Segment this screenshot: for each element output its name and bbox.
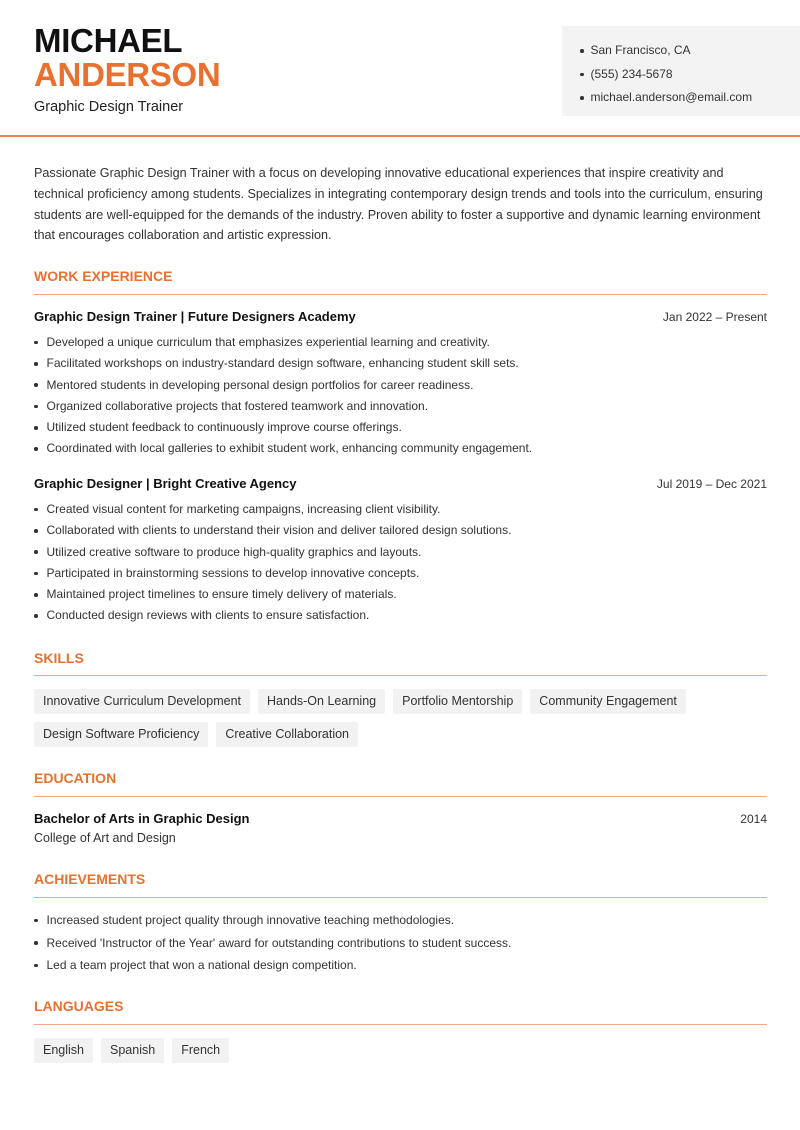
contact-location <box>580 39 800 63</box>
bullet-text: Created visual content for marketing campaigns, increasing client visibility. <box>46 502 441 516</box>
bullet-icon <box>34 426 38 430</box>
bullet-icon <box>34 941 38 945</box>
section-title-work: WORK EXPERIENCE <box>34 268 173 284</box>
skill-chip: Portfolio Mentorship <box>393 689 522 714</box>
last-name: ANDERSON <box>34 56 221 93</box>
bullet-text: Led a team project that won a national design competition. <box>46 958 357 972</box>
language-chip: French <box>172 1038 229 1063</box>
email-text: michael.anderson@email.com <box>590 90 753 104</box>
list-item <box>34 353 767 374</box>
contact-phone <box>580 63 800 87</box>
bullet-text: Organized collaborative projects that fostered teamwork and innovation. <box>46 398 429 413</box>
bullet-icon <box>34 341 38 345</box>
job-bullets <box>34 499 767 627</box>
phone-text: (555) 234-5678 <box>590 66 673 81</box>
achievements-list <box>34 909 767 977</box>
graduation-year: 2014 <box>740 812 767 826</box>
section-title-languages: LANGUAGES <box>34 998 124 1014</box>
section-title-achievements: ACHIEVEMENTS <box>34 871 146 887</box>
list-item <box>34 375 767 396</box>
list-item <box>34 584 767 605</box>
location-text: San Francisco, CA <box>590 43 691 57</box>
bullet-icon <box>34 383 38 387</box>
bullet-icon <box>580 49 584 53</box>
job-role: Graphic Design Trainer | Future Designers Academy <box>34 309 356 324</box>
list-item <box>34 438 767 459</box>
bullet-icon <box>34 919 38 923</box>
job-entry-header <box>34 309 767 324</box>
list-item <box>34 563 767 584</box>
bullet-text: Mentored students in developing personal design portfolios for career readiness. <box>46 377 474 392</box>
first-name: MICHAEL <box>34 22 183 59</box>
section-divider <box>34 294 767 295</box>
skills-list <box>34 689 767 747</box>
degree: Bachelor of Arts in Graphic Design <box>34 811 250 826</box>
bullet-text: Conducted design reviews with clients to ensure satisfaction. <box>46 608 370 623</box>
bullet-text: Utilized creative software to produce high-quality graphics and layouts. <box>46 544 422 559</box>
list-item <box>34 605 767 626</box>
job-role: Graphic Designer | Bright Creative Agency <box>34 476 297 491</box>
bullet-text: Facilitated workshops on industry-standard design software, enhancing student skill sets. <box>46 356 519 371</box>
bullet-icon <box>34 447 38 451</box>
languages-list <box>34 1038 767 1063</box>
bullet-icon <box>34 572 38 576</box>
bullet-icon <box>34 508 38 512</box>
bullet-icon <box>34 362 38 366</box>
skill-chip: Creative Collaboration <box>216 722 358 747</box>
bullet-icon <box>580 73 584 77</box>
job-title: Graphic Design Trainer <box>34 99 184 115</box>
list-item <box>34 909 767 932</box>
bullet-icon <box>34 405 38 409</box>
bullet-icon <box>580 96 584 100</box>
list-item <box>34 499 767 520</box>
bullet-icon <box>34 529 38 533</box>
section-title-skills: SKILLS <box>34 650 84 666</box>
bullet-icon <box>34 964 38 968</box>
section-divider <box>34 1024 767 1025</box>
resume-header <box>0 0 800 137</box>
bullet-text: Collaborated with clients to understand their vision and deliver tailored design solutions. <box>46 523 512 538</box>
section-divider <box>34 897 767 898</box>
section-title-education: EDUCATION <box>34 770 117 786</box>
list-item <box>34 954 767 977</box>
job-date: Jan 2022 – Present <box>662 310 767 324</box>
skill-chip: Innovative Curriculum Development <box>34 689 250 714</box>
bullet-icon <box>34 550 38 554</box>
bullet-text: Participated in brainstorming sessions to develop innovative concepts. <box>46 565 420 580</box>
bullet-text: Developed a unique curriculum that emphasizes experiential learning and creativity. <box>46 335 490 349</box>
list-item <box>34 542 767 563</box>
list-item <box>34 932 767 955</box>
list-item <box>34 332 767 353</box>
skill-chip: Design Software Proficiency <box>34 722 208 747</box>
section-divider <box>34 796 767 797</box>
education-entry <box>34 811 767 826</box>
job-date: Jul 2019 – Dec 2021 <box>656 477 767 491</box>
bullet-text: Coordinated with local galleries to exhibit student work, enhancing community engagement. <box>46 441 533 456</box>
summary-paragraph: Passionate Graphic Design Trainer with a focus on developing innovative educational experiences that inspire creativity and technical proficiency among students. Specializes in integrating contemporary design trends and tools into the curriculum, ensuring students are well-equipped for the demands of the industry. Proven ability to foster a supportive and dynamic learning environment that encourages collaboration and artistic expression. <box>34 166 763 243</box>
list-item <box>34 520 767 541</box>
bullet-icon <box>34 614 38 618</box>
bullet-text: Maintained project timelines to ensure timely delivery of materials. <box>46 587 397 602</box>
language-chip: Spanish <box>101 1038 164 1063</box>
job-bullets <box>34 332 767 460</box>
contact-email <box>580 86 800 110</box>
skill-chip: Hands-On Learning <box>258 689 385 714</box>
skill-chip: Community Engagement <box>530 689 686 714</box>
section-divider <box>34 675 767 676</box>
school-name: College of Art and Design <box>34 831 176 845</box>
bullet-text: Utilized student feedback to continuously improve course offerings. <box>46 420 402 435</box>
job-entry-header <box>34 476 767 491</box>
contact-box <box>562 26 800 116</box>
bullet-icon <box>34 593 38 597</box>
language-chip: English <box>34 1038 93 1063</box>
bullet-text: Received 'Instructor of the Year' award for outstanding contributions to student success. <box>46 935 512 950</box>
bullet-text: Increased student project quality through innovative teaching methodologies. <box>46 913 455 927</box>
list-item <box>34 396 767 417</box>
list-item <box>34 417 767 438</box>
